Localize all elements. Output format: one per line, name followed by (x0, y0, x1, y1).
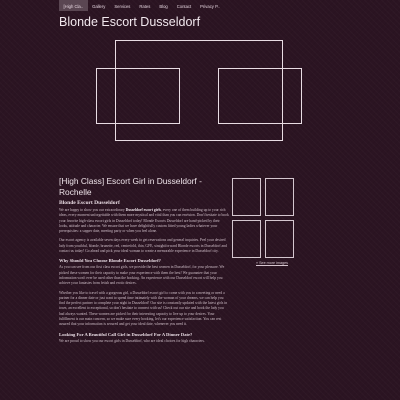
intro-paragraph: We are happy to show you our extraordinary Dusseldorf escort girls, every one of them building up to your rich ideas, every moment unforgettable with them more mystical and vital than you can envision. Don't hesitate to book your favorite high-class escort girls in Dusseldorf today! Blonde Escorts Dusseldorf are hand-picked by their looks, attitude and character. We ensure that we have delightfully custom fitted young ladies whatever your prerequisites: a supper date, meeting party or when you feel alone. (59, 208, 229, 234)
site-title[interactable]: Blonde Escort Dusseldorf (59, 15, 201, 29)
subheading: Why Should You Choose Blonde Escort Dusseldorf? (59, 258, 161, 264)
gallery-thumbnail[interactable] (232, 178, 261, 216)
paragraph: As you can see from our first class escort girls, we provide the best women in Dusseldorf, for your pleasure. We picked these women for their capacity to make your experience with them the best! We guarantee that your information won't ever be used other than the booking. An experience with our Dusseldorf escort will help you achieve your fantasies from fetish and erotic desires. (59, 265, 225, 286)
nav-item[interactable]: Privacy P.. (200, 4, 220, 9)
hero-frame-left (96, 68, 180, 124)
nav-item[interactable]: Rates (139, 4, 151, 9)
hero-frames (0, 0, 400, 150)
paragraph: Our escort agency is available seven days every week to get reservations and general inquiries. Peel your desired lady from youthful, blonde, brunette, red, centrefold, thin, GFE, straightforward Blonde escorts in Dusseldorf and contact us today! Go ahead and pick your ideal woman to create a memorable experience in Dusseldorf city. (59, 238, 227, 254)
nav-item[interactable]: [High Cla.. (59, 0, 88, 11)
gallery-thumbnail[interactable] (265, 220, 294, 258)
nav-item[interactable]: Contact (176, 4, 192, 9)
gallery-thumbnail[interactable] (232, 220, 261, 258)
bold-keyword: Dusseldorf escort girls (125, 208, 161, 212)
section-heading: Blonde Escort Dusseldorf (59, 200, 120, 206)
paragraph: Whether you like to travel with a gorgeous girl, a Dusseldorf escort girl to come with you to a meeting or need a partner for a dinner date or just want to spend time intimately with the woman of your dreams, we can help you find the perfect partner to complete your night in Dusseldorf! Our site is constantly updated with the latest girls in town, an excellent to exceptional, so don't hesitate to connect with us! Check out our site and book the lady you had always wanted. These women are picked for their interesting capacity to live up to your desires. Your fulfillment is our main concern, so we make sure every booking, let's our experience satisfaction. You can rest assured that your information is secured and get your ideal date, whenever you need it. (59, 290, 228, 327)
post-title: [High Class] Escort Girl in Dusseldorf - Rochelle (59, 176, 202, 197)
see-more-images-link[interactable]: » See more images (256, 261, 288, 265)
nav-item[interactable]: Blog (159, 4, 168, 9)
nav-item[interactable]: Services (114, 4, 131, 9)
paragraph: We are proud to show you our escort girls in Dusseldorf, who are ideal choices for high characters. (59, 338, 205, 343)
hero-frame-right (218, 68, 302, 124)
post-content (59, 200, 229, 348)
gallery-thumbnail[interactable] (265, 178, 294, 216)
nav-item[interactable]: Gallery (92, 4, 106, 9)
subheading: Looking For A Beautiful Call Girl in Dusseldorf For A Dinner Date? (59, 331, 193, 337)
sidebar-gallery (232, 178, 294, 258)
